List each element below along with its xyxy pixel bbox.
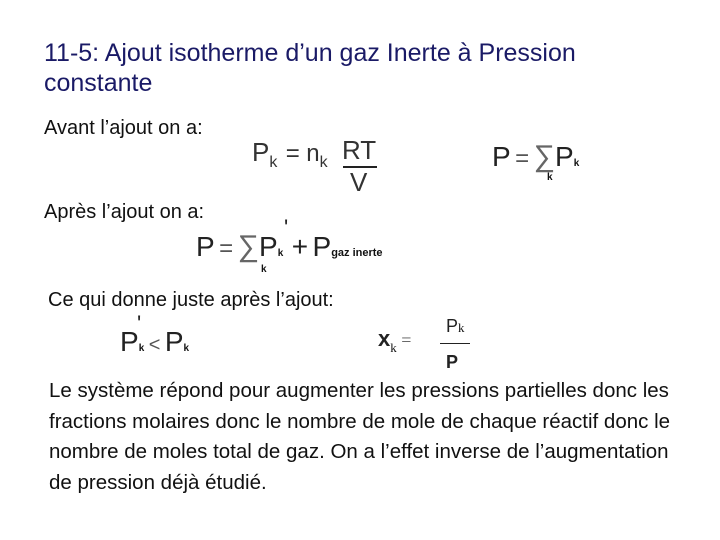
f2-eq: =: [515, 145, 530, 172]
f4-p: P: [120, 326, 139, 357]
label-result: Ce qui donne juste après l’ajout:: [48, 289, 334, 311]
f5-fraction-bar: [440, 343, 470, 344]
f2-pk: P: [555, 141, 574, 172]
f1-p: P: [252, 137, 270, 167]
label-after: Après l’ajout on a:: [44, 201, 205, 223]
f5-p: P: [446, 352, 459, 372]
f5-numerator: [446, 316, 465, 337]
f4-lt: <: [148, 334, 161, 356]
label-before: Avant l’ajout on a:: [44, 117, 203, 139]
f3-eq: =: [219, 235, 234, 262]
f3-gaz: gaz inerte: [331, 247, 383, 259]
f2-k: k: [547, 172, 553, 183]
f1-k: k: [269, 154, 278, 171]
f4-prime: ': [137, 311, 142, 336]
f4-k2: k: [183, 343, 190, 354]
f1-v: V: [350, 167, 368, 197]
f5-eq: =: [401, 330, 412, 350]
f3-prime: ': [284, 215, 289, 240]
formula-inequality: [120, 326, 189, 358]
f3-plus: +: [291, 231, 309, 262]
f3-k: k: [261, 264, 267, 275]
explanation-paragraph: Le système répond pour augmenter les pressions partielles donc les fractions molaires donc le nombre de mole de chaque réactif donc le nombre de moles total de gaz. On a l’effet inverse de l’augmentation de pression déjà étudié.: [49, 379, 671, 494]
f2-kk: k: [573, 158, 580, 169]
f2-p: P: [492, 141, 511, 172]
f5-pk: P: [446, 316, 459, 336]
f2-sigma: ∑: [533, 140, 555, 173]
f5-x: x: [378, 326, 391, 351]
f5-k: k: [390, 340, 397, 355]
f3-pk: P: [259, 231, 278, 262]
f3-p: P: [196, 231, 215, 262]
formula-partial-pressure: [252, 136, 328, 170]
f1-eq: =: [285, 140, 300, 167]
f1-rt: RT: [342, 135, 377, 165]
f3-pg: P: [312, 231, 332, 262]
f3-kk: k: [277, 248, 284, 259]
f1-nk: k: [319, 154, 328, 171]
f1-n: n: [306, 140, 320, 167]
f3-sigma: ∑: [237, 230, 259, 263]
f4-k: k: [138, 343, 145, 354]
f4-p2: P: [164, 326, 184, 357]
formula-after-addition: [196, 230, 383, 264]
formula-total-pressure: [492, 140, 579, 174]
page-title: 11-5: Ajout isotherme d’un gaz Inerte à Pression constante: [44, 39, 576, 97]
f5-kk: k: [458, 320, 465, 335]
formula-mole-fraction: [378, 326, 412, 355]
